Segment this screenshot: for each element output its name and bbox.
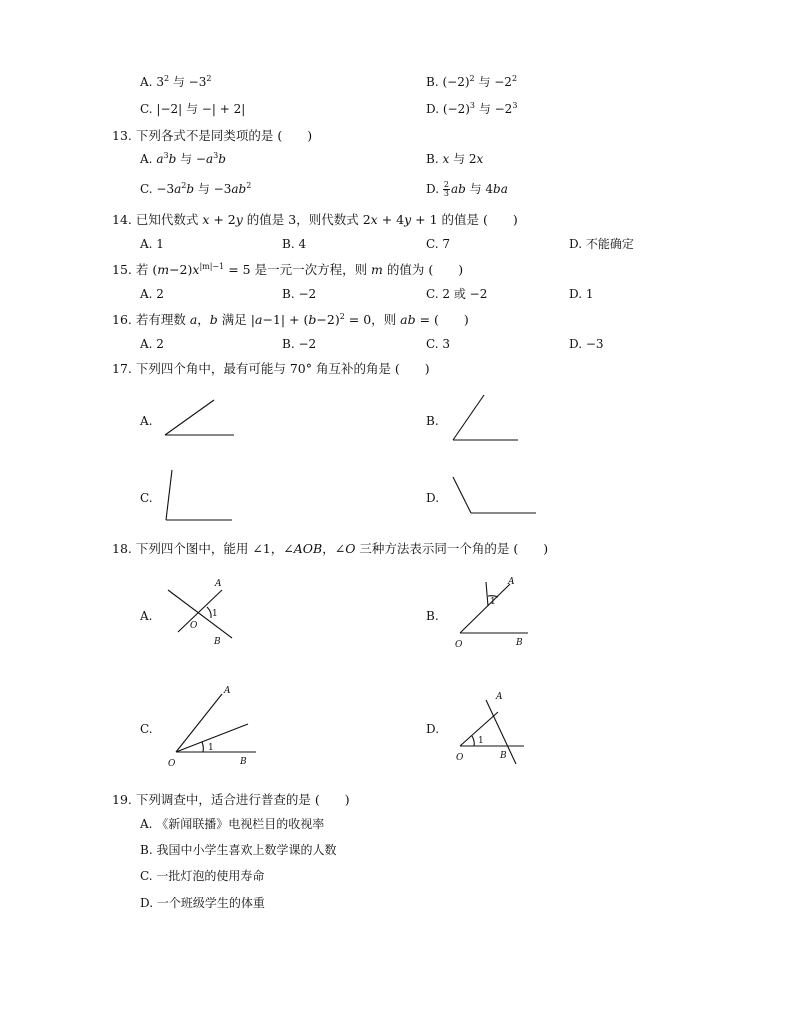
- label-a: A: [496, 692, 503, 702]
- label-o: O: [456, 753, 464, 763]
- q16-option-c: C. 3: [426, 337, 451, 351]
- label-a: A: [215, 579, 222, 589]
- fraction: $\frac{2}{3}$: [443, 180, 449, 198]
- q18-figure-a: [160, 576, 240, 646]
- figure-line: [486, 582, 488, 606]
- label-o: O: [190, 621, 198, 631]
- q15-option-b: B. −2: [282, 287, 317, 301]
- q18-option-c: C.: [140, 722, 153, 736]
- q14-stem: 14. 已知代数式 x + 2y 的值是 3，则代数式 2x + 4y + 1 的值是 ( ): [112, 212, 518, 227]
- q19-stem: 19. 下列调查中，适合进行普查的是 ( ): [112, 792, 350, 807]
- q19-option-a: A. 《新闻联播》电视栏目的收视率: [140, 817, 325, 831]
- q16-stem: 16. 若有理数 a，b 满足 $|a-1| + (b-2)^2 = 0$，则 ab = ( ): [112, 312, 469, 327]
- q14-option-a: A. 1: [140, 237, 164, 251]
- angle-ray: [453, 477, 471, 513]
- q13-option-a: A. $a^3b$ 与 $-a^3b$: [140, 151, 226, 166]
- q12-option-c: C. |−2| 与 −| + 2|: [140, 102, 246, 116]
- label-b: B: [500, 751, 507, 761]
- q18-figure-b: [452, 572, 536, 648]
- q13-option-d: D. $\frac{2}{3}$ ab 与 4ba: [426, 180, 508, 198]
- q18-option-d: D.: [426, 722, 440, 736]
- q15-option-c: C. 2 或 −2: [426, 287, 488, 301]
- q19-option-d: D. 一个班级学生的体重: [140, 896, 265, 910]
- angle-arc: [207, 607, 211, 618]
- q15-option-d: D. 1: [569, 287, 594, 301]
- q16-option-a: A. 2: [140, 337, 164, 351]
- q15-stem: 15. 若 $(m-2)x^{|m|-1} = 5$ 是一元一次方程，则 m 的值为 ( ): [112, 262, 464, 277]
- label-1: 1: [478, 736, 484, 746]
- q18-figure-d: [452, 688, 536, 768]
- angle-ray: [453, 395, 484, 440]
- q14-option-d: D. 不能确定: [569, 237, 634, 251]
- q18-option-b: B.: [426, 609, 439, 623]
- q17-angle-c-figure: [162, 468, 236, 524]
- angle-ray: [165, 400, 214, 435]
- q12-option-a: A. $3^2$ 与 $-3^2$: [140, 74, 212, 89]
- q14-option-c: C. 7: [426, 237, 451, 251]
- q19-option-c: C. 一批灯泡的使用寿命: [140, 869, 265, 883]
- q17-option-a: A.: [140, 414, 153, 428]
- label-a: A: [224, 686, 231, 696]
- q15-option-a: A. 2: [140, 287, 164, 301]
- label-o: O: [455, 640, 463, 650]
- q12-option-b: B. $(-2)^2$ 与 $-2^2$: [426, 74, 518, 89]
- label-a: A: [508, 577, 515, 587]
- angle-arc: [202, 742, 203, 752]
- q17-option-b: B.: [426, 414, 439, 428]
- figure-line: [168, 590, 232, 638]
- q17-angle-d-figure: [450, 474, 540, 518]
- label-b: B: [240, 757, 247, 767]
- angle-ray: [166, 470, 172, 520]
- q14-option-b: B. 4: [282, 237, 307, 251]
- angle-arc: [472, 736, 474, 746]
- q18-option-a: A.: [140, 609, 153, 623]
- q17-angle-b-figure: [450, 393, 522, 443]
- q18-figure-c: [166, 684, 262, 768]
- q17-option-d: D.: [426, 491, 440, 505]
- label-1: 1: [212, 609, 218, 619]
- q13-option-b: B. x 与 2x: [426, 152, 484, 166]
- q16-option-d: D. −3: [569, 337, 604, 351]
- q17-stem: 17. 下列四个角中，最有可能与 70° 角互补的角是 ( ): [112, 361, 430, 376]
- q16-option-b: B. −2: [282, 337, 317, 351]
- label-b: B: [516, 638, 523, 648]
- q17-option-c: C.: [140, 491, 153, 505]
- label-b: B: [214, 637, 221, 647]
- q17-angle-a-figure: [162, 398, 238, 438]
- label-1: 1: [490, 597, 496, 607]
- label-1: 1: [208, 743, 214, 753]
- q13-stem: 13. 下列各式不是同类项的是 ( ): [112, 128, 313, 143]
- q12-option-d: D. $(-2)^3$ 与 $-2^3$: [426, 101, 518, 116]
- label-o: O: [168, 759, 176, 769]
- q13-option-c: C. $-3a^2b$ 与 $-3ab^2$: [140, 181, 252, 196]
- q19-option-b: B. 我国中小学生喜欢上数学课的人数: [140, 843, 337, 857]
- q18-stem: 18. 下列四个图中，能用 ∠1，∠AOB，∠O 三种方法表示同一个角的是 ( ): [112, 541, 549, 556]
- figure-line: [460, 584, 510, 633]
